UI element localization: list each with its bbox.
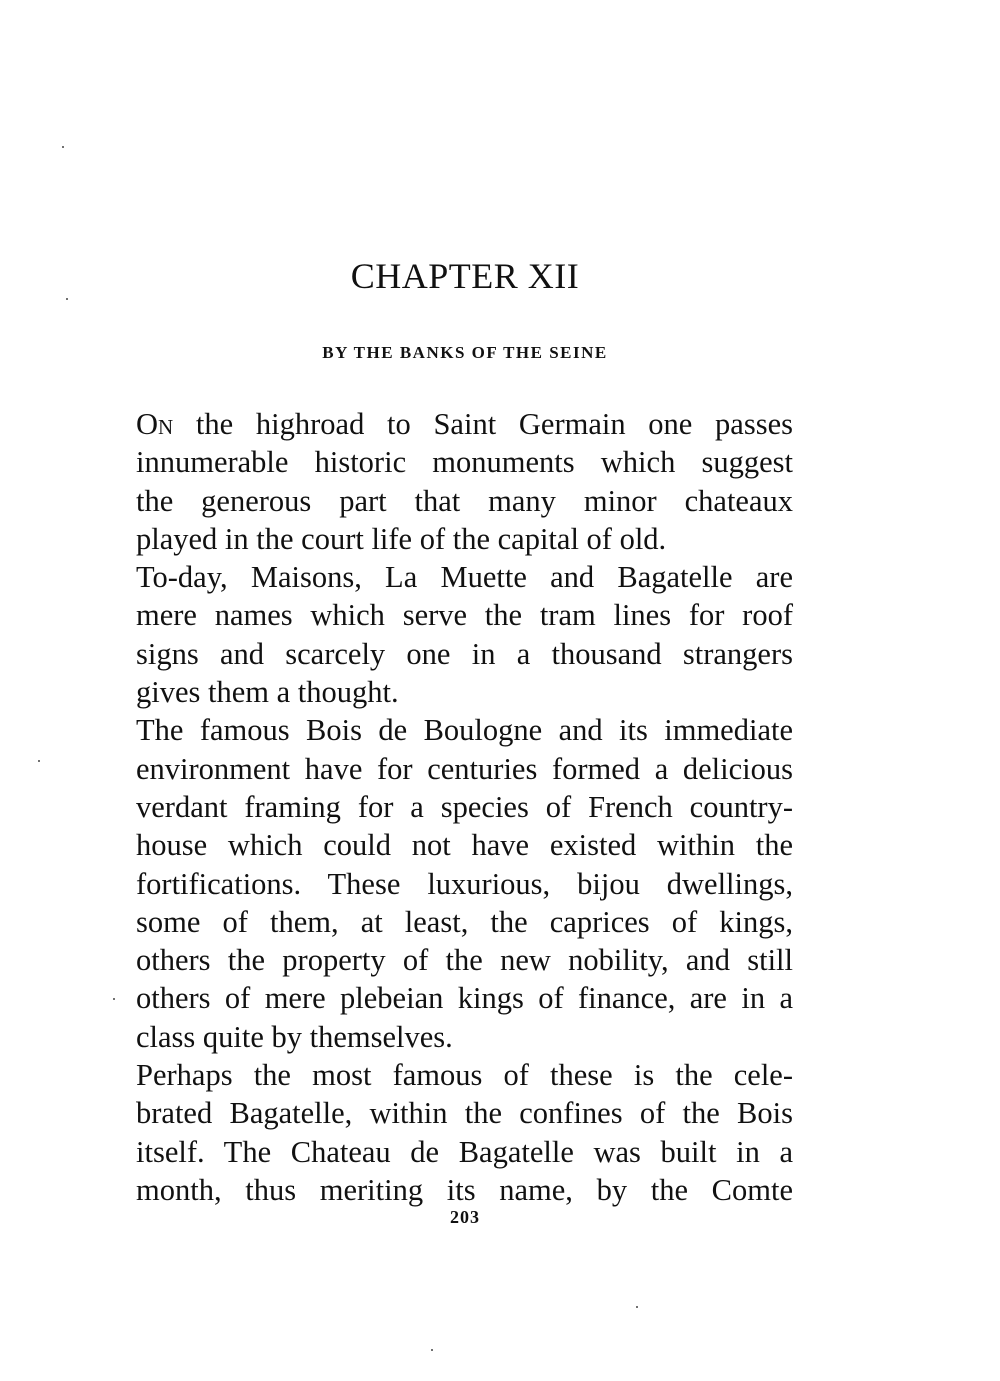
- scan-speck: [113, 998, 115, 1000]
- text-line: signs and scarcely one in a thousand strangers: [136, 636, 793, 671]
- scan-speck: [431, 1349, 433, 1351]
- scan-speck: [66, 298, 68, 300]
- scan-speck: [62, 146, 64, 148]
- paragraph-1: [136, 405, 793, 558]
- scan-speck: [636, 1306, 638, 1308]
- text-line: the generous part that many minor chateaux: [136, 483, 793, 518]
- text-line: The famous Bois de Boulogne and its immediate: [136, 713, 793, 748]
- paragraph-4: [136, 1056, 793, 1209]
- text-line: verdant framing for a species of French country-: [136, 789, 793, 824]
- text-line: Perhaps the most famous of these is the cele-: [136, 1058, 793, 1093]
- text-line-content: the highroad to Saint Germain one passes: [173, 407, 793, 441]
- text-line: others the property of the new nobility, and still: [136, 943, 793, 978]
- text-line: mere names which serve the tram lines for roof: [136, 598, 793, 633]
- text-line: gives them a thought.: [136, 675, 399, 710]
- scan-speck: [38, 760, 40, 762]
- text-line: played in the court life of the capital of old.: [136, 521, 667, 556]
- text-line: To-day, Maisons, La Muette and Bagatelle are: [136, 560, 793, 595]
- page-number: 203: [450, 1207, 480, 1227]
- text-line: class quite by themselves.: [136, 1019, 453, 1054]
- text-line: house which could not have existed within the: [136, 828, 793, 863]
- text-line: itself. The Chateau de Bagatelle was built in a: [136, 1134, 793, 1169]
- body-text: [136, 405, 793, 1209]
- text-line: [136, 405, 793, 443]
- text-line: fortifications. These luxurious, bijou dwellings,: [136, 866, 793, 901]
- text-line: brated Bagatelle, within the confines of the Bois: [136, 1096, 793, 1131]
- text-line: month, thus meriting its name, by the Comte: [136, 1172, 793, 1207]
- chapter-title: CHAPTER XII: [350, 256, 580, 296]
- lead-word: On: [136, 407, 174, 441]
- text-line: some of them, at least, the caprices of kings,: [136, 904, 793, 939]
- paragraph-2: [136, 558, 793, 711]
- text-line: innumerable historic monuments which suggest: [136, 445, 793, 480]
- text-line: environment have for centuries formed a delicious: [136, 751, 793, 786]
- text-line: others of mere plebeian kings of finance, are in a: [136, 981, 793, 1016]
- paragraph-3: [136, 711, 793, 1056]
- chapter-subtitle: BY THE BANKS OF THE SEINE: [322, 343, 608, 362]
